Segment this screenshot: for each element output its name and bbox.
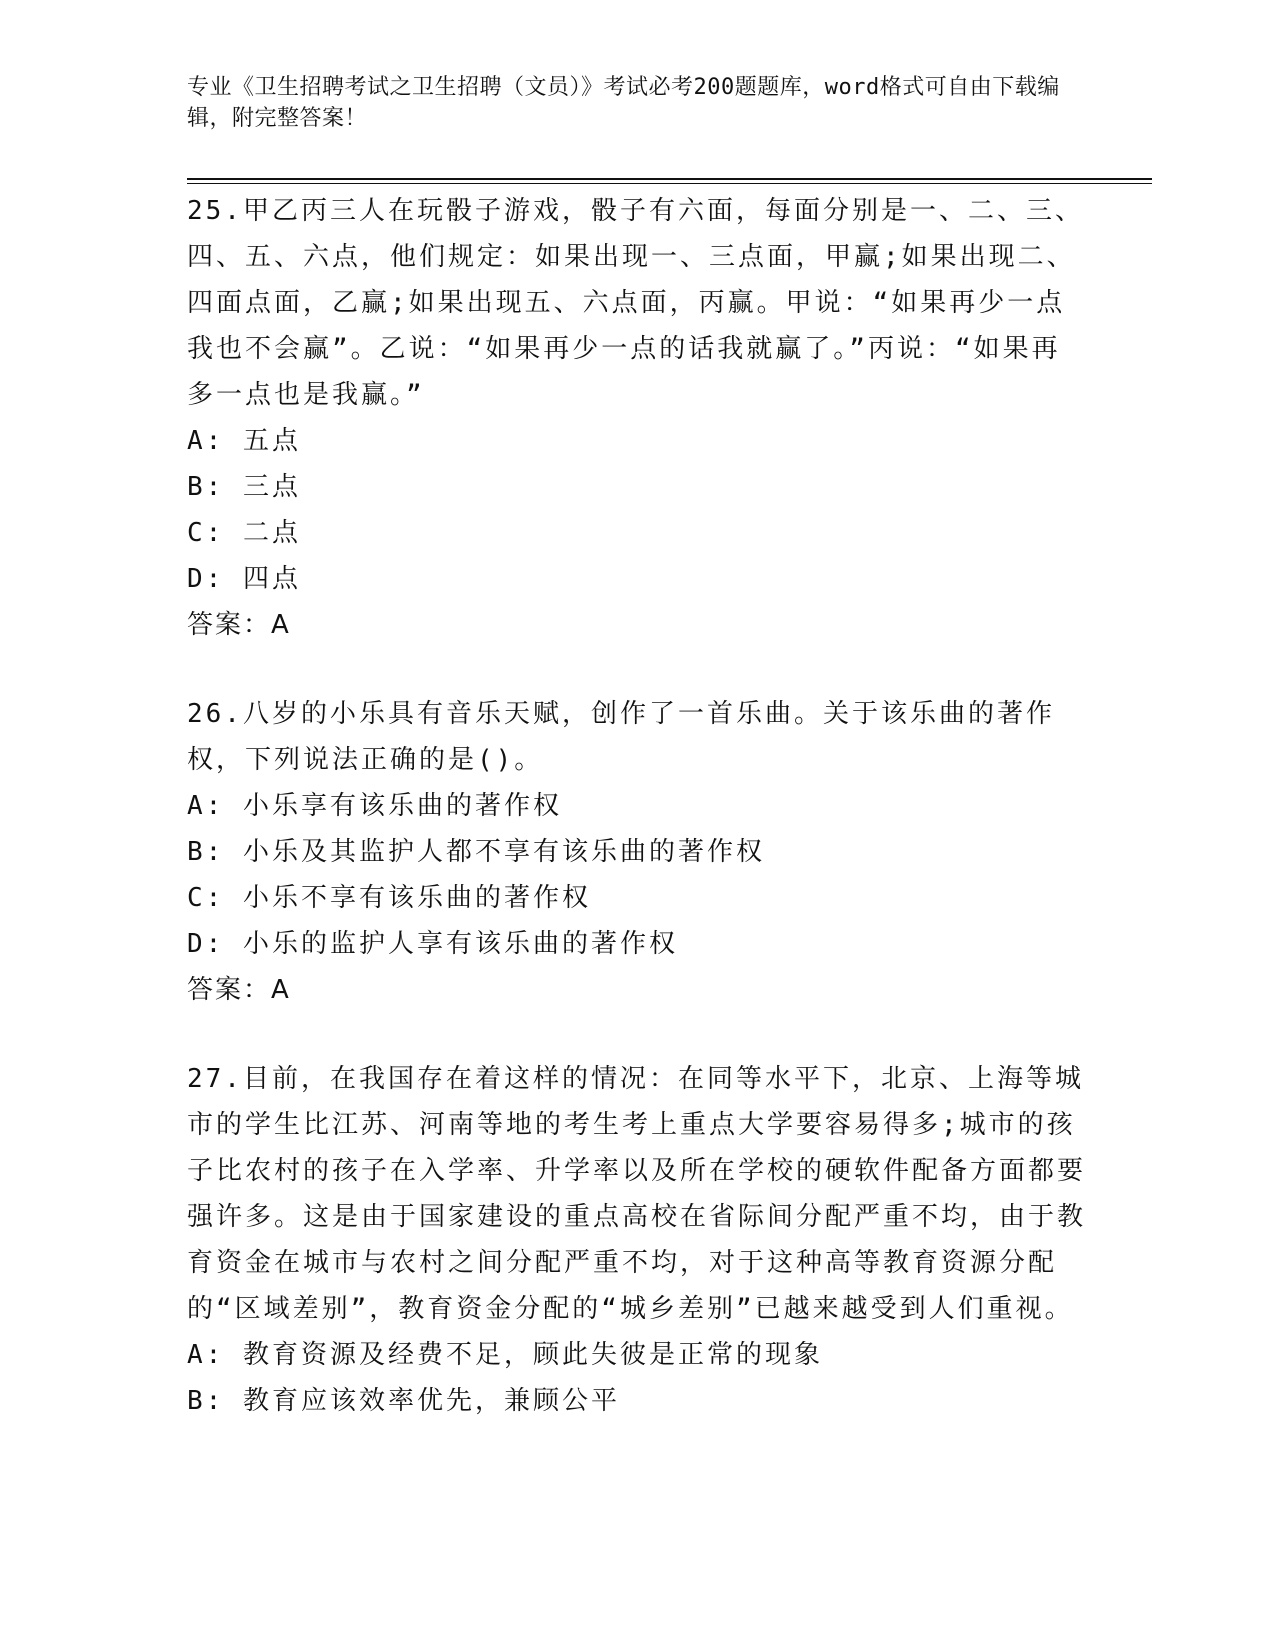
option-a: A: 五点 <box>187 426 301 456</box>
option-d: D: 四点 <box>187 564 301 594</box>
questions-content <box>187 188 1087 1424</box>
question-text: 27.目前，在我国存在着这样的情况：在同等水平下，北京、上海等城市的学生比江苏、河南等地的考生考上重点大学要容易得多;城市的孩子比农村的孩子在入学率、升学率以及所在学校的硬软件配备方面都要强许多。这是由于国家建设的重点高校在省际间分配严重不均，由于教育资金在城市与农村之间分配严重不均，对于这种高等教育资源分配的“区域差别”，教育资金分配的“城乡差别”已越来越受到人们重视。 <box>187 1064 1087 1324</box>
header-rule-thin <box>187 183 1152 184</box>
question-text: 25.甲乙丙三人在玩骰子游戏，骰子有六面，每面分别是一、二、三、四、五、六点，他们规定：如果出现一、三点面，甲赢;如果出现二、四面点面，乙赢;如果出现五、六点面，丙赢。甲说：“如果再少一点我也不会赢”。乙说：“如果再少一点的话我就赢了。”丙说：“如果再多一点也是我赢。” <box>187 196 1084 410</box>
option-a: A: 教育资源及经费不足，顾此失彼是正常的现象 <box>187 1340 823 1370</box>
question-26 <box>187 691 1087 1013</box>
option-c: C: 小乐不享有该乐曲的著作权 <box>187 883 591 913</box>
option-b: B: 小乐及其监护人都不享有该乐曲的著作权 <box>187 837 765 867</box>
option-b: B: 三点 <box>187 472 301 502</box>
option-a: A: 小乐享有该乐曲的著作权 <box>187 791 562 821</box>
question-25 <box>187 188 1087 648</box>
option-b: B: 教育应该效率优先，兼顾公平 <box>187 1386 620 1416</box>
question-27 <box>187 1056 1087 1424</box>
answer: 答案：A <box>187 975 291 1005</box>
page-header: 专业《卫生招聘考试之卫生招聘（文员）》考试必考200题题库，word格式可自由下载编辑，附完整答案！ <box>187 75 1060 131</box>
question-text: 26.八岁的小乐具有音乐天赋，创作了一首乐曲。关于该乐曲的著作权，下列说法正确的是()。 <box>187 699 1055 775</box>
option-c: C: 二点 <box>187 518 301 548</box>
header-rule-thick <box>187 178 1152 180</box>
answer: 答案：A <box>187 610 291 640</box>
option-d: D: 小乐的监护人享有该乐曲的著作权 <box>187 929 678 959</box>
